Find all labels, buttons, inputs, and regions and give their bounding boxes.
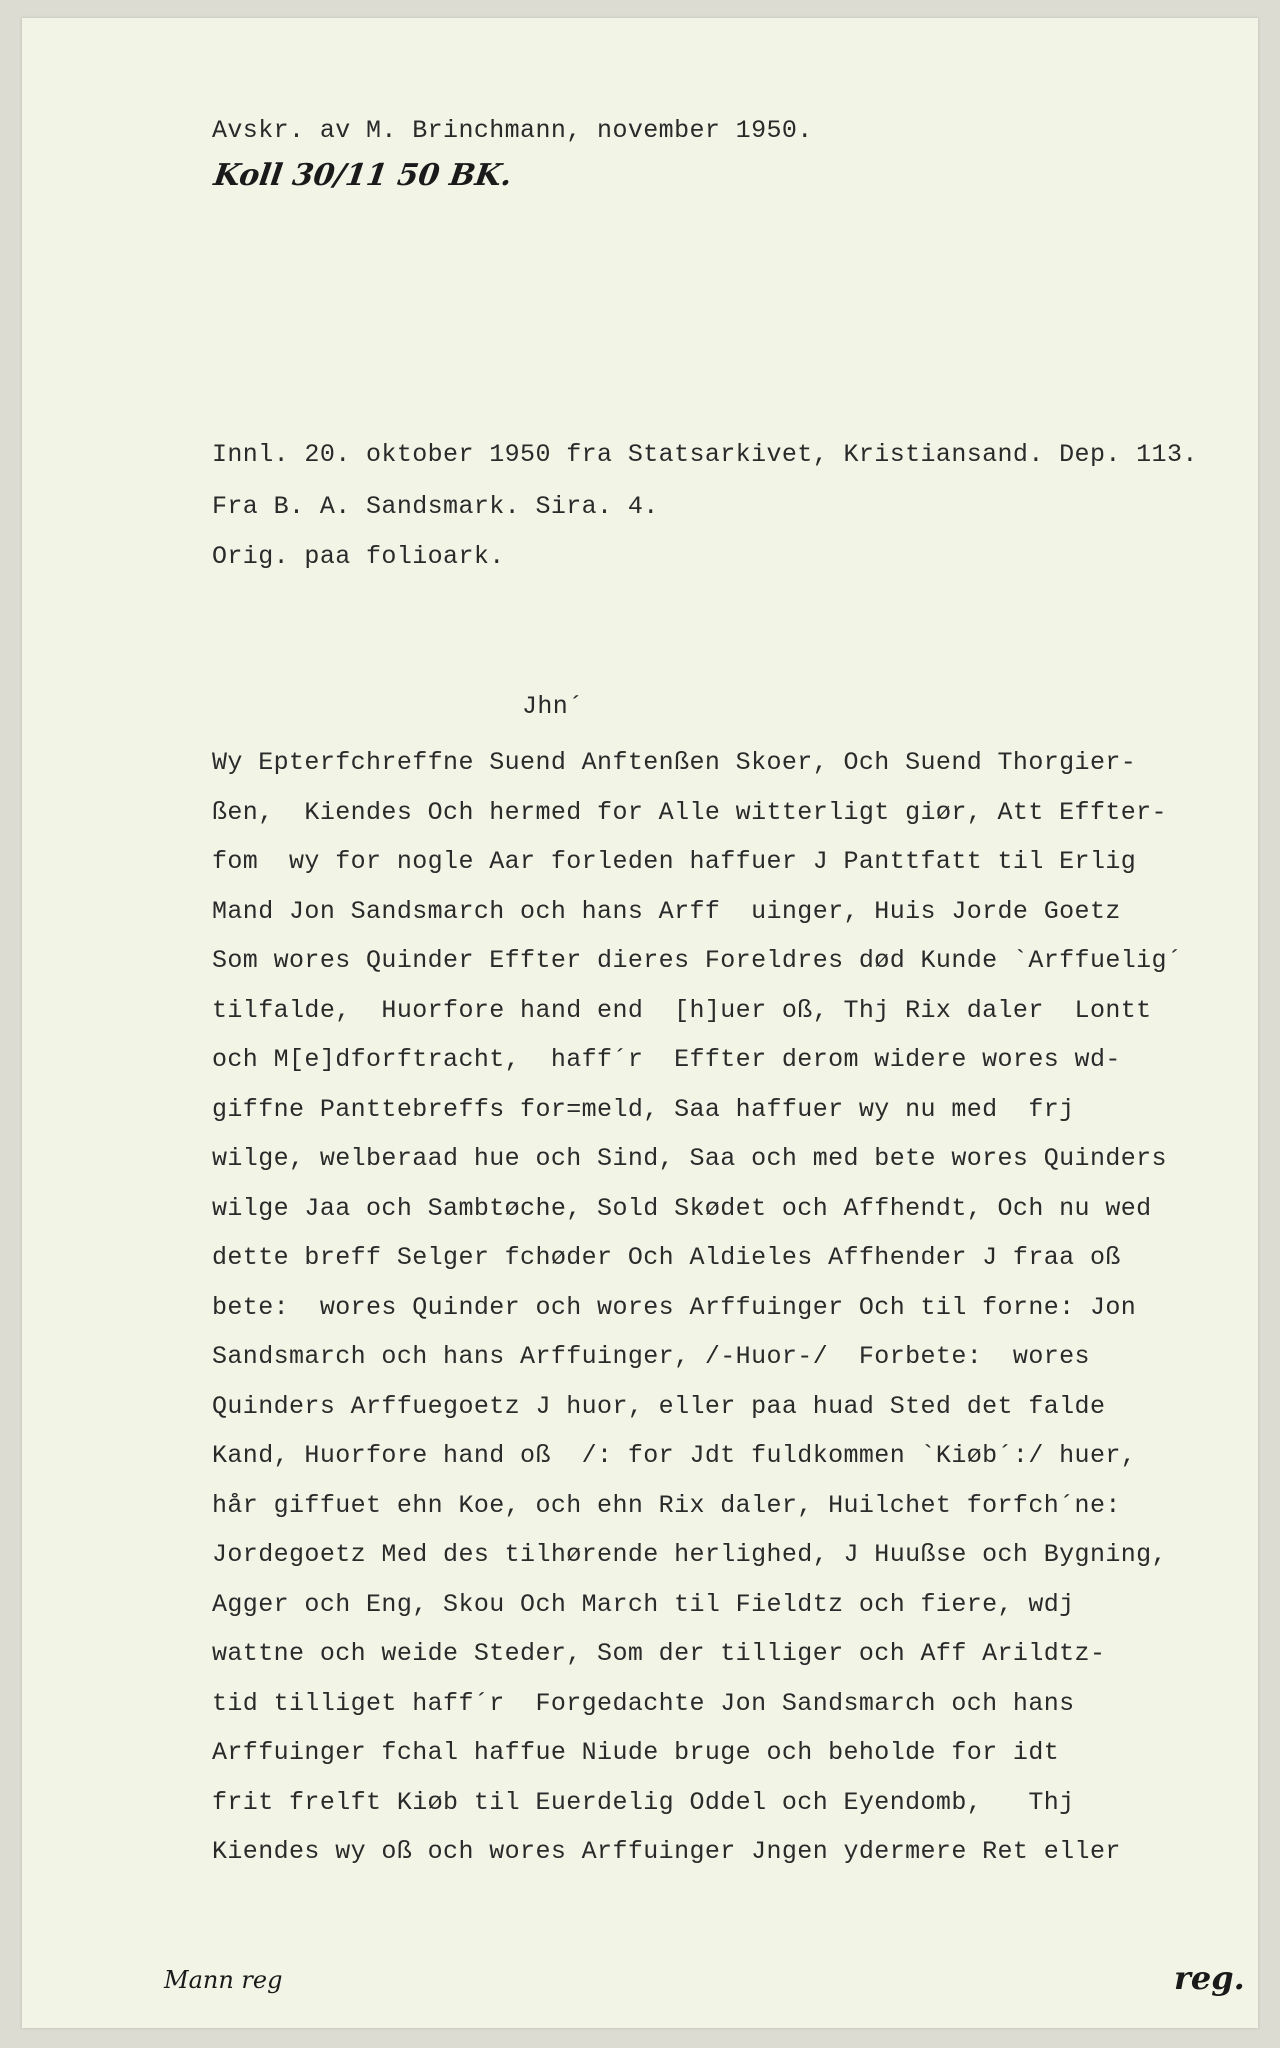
- body-line: Wy Epterfchreffne Suend Anftenßen Skoer, Och Suend Thorgier-: [212, 748, 1137, 777]
- document-body: [212, 750, 1212, 1889]
- handwritten-collation-note: Koll 30/11 50 BK.: [211, 158, 515, 193]
- body-line: dette breff Selger fchøder Och Aldieles Affhender J fraa oß: [212, 1243, 1121, 1272]
- body-line: ßen, Kiendes Och hermed for Alle witterligt giør, Att Effter-: [212, 797, 1167, 827]
- body-line: Kiendes wy oß och wores Arffuinger Jngen ydermere Ret eller: [212, 1837, 1121, 1866]
- document-page: [22, 18, 1258, 2028]
- body-line: tilfalde, Huorfore hand end [h]uer oß, Thj Rix daler Lontt: [212, 995, 1152, 1025]
- body-line: wilge, welberaad hue och Sind, Saa och med bete wores Quinders: [212, 1144, 1167, 1173]
- body-line: tid tilliget haff´r Forgedachte Jon Sandsmarch och hans: [212, 1688, 1075, 1718]
- received-note: Innl. 20. oktober 1950 fra Statsarkivet, Kristiansand. Dep. 113.: [212, 440, 1198, 469]
- body-line: bete: wores Quinder och wores Arffuinger Och til forne: Jon: [212, 1292, 1137, 1322]
- body-line: Agger och Eng, Skou Och March til Fieldtz och fiere, wdj: [212, 1589, 1075, 1619]
- document-title: Jhn´: [522, 692, 584, 721]
- body-line: wattne och weide Steder, Som der tilliger och Aff Arildtz-: [212, 1639, 1106, 1668]
- original-format-note: Orig. paa folioark.: [212, 542, 505, 571]
- body-line: Som wores Quinder Effter dieres Foreldres død Kunde `Arffuelig´: [212, 946, 1183, 975]
- body-line: fom wy for nogle Aar forleden haffuer J Panttfatt til Erlig: [212, 847, 1137, 876]
- transcription-note: Avskr. av M. Brinchmann, november 1950.: [212, 116, 813, 145]
- source-note: Fra B. A. Sandsmark. Sira. 4.: [212, 492, 659, 521]
- body-line: hår giffuet ehn Koe, och ehn Rix daler, Huilchet forfch´ne:: [212, 1490, 1121, 1520]
- handwritten-footer-right: reg.: [1174, 1959, 1245, 1997]
- body-line: Quinders Arffuegoetz J huor, eller paa huad Sted det falde: [212, 1391, 1106, 1421]
- body-line: Jordegoetz Med des tilhørende herlighed, J Huußse och Bygning,: [212, 1540, 1167, 1569]
- handwritten-footer-left: Mann reg: [164, 1966, 283, 1994]
- body-line: Mand Jon Sandsmarch och hans Arff uinger, Huis Jorde Goetz: [212, 896, 1121, 926]
- body-line: giffne Panttebreffs for=meld, Saa haffuer wy nu med frj: [212, 1094, 1075, 1124]
- body-line: och M[e]dforftracht, haff´r Effter derom widere wores wd-: [212, 1045, 1121, 1074]
- body-line: Kand, Huorfore hand oß /: for Jdt fuldkommen `Kiøb´:/ huer,: [212, 1441, 1137, 1470]
- body-line: Sandsmarch och hans Arffuinger, /-Huor-/ Forbete: wores: [212, 1342, 1090, 1371]
- body-line: Arffuinger fchal haffue Niude bruge och beholde for idt: [212, 1738, 1060, 1767]
- body-line: wilge Jaa och Sambtøche, Sold Skødet och Affhendt, Och nu wed: [212, 1193, 1152, 1223]
- body-line: frit frelft Kiøb til Euerdelig Oddel och Eyendomb, Thj: [212, 1787, 1075, 1817]
